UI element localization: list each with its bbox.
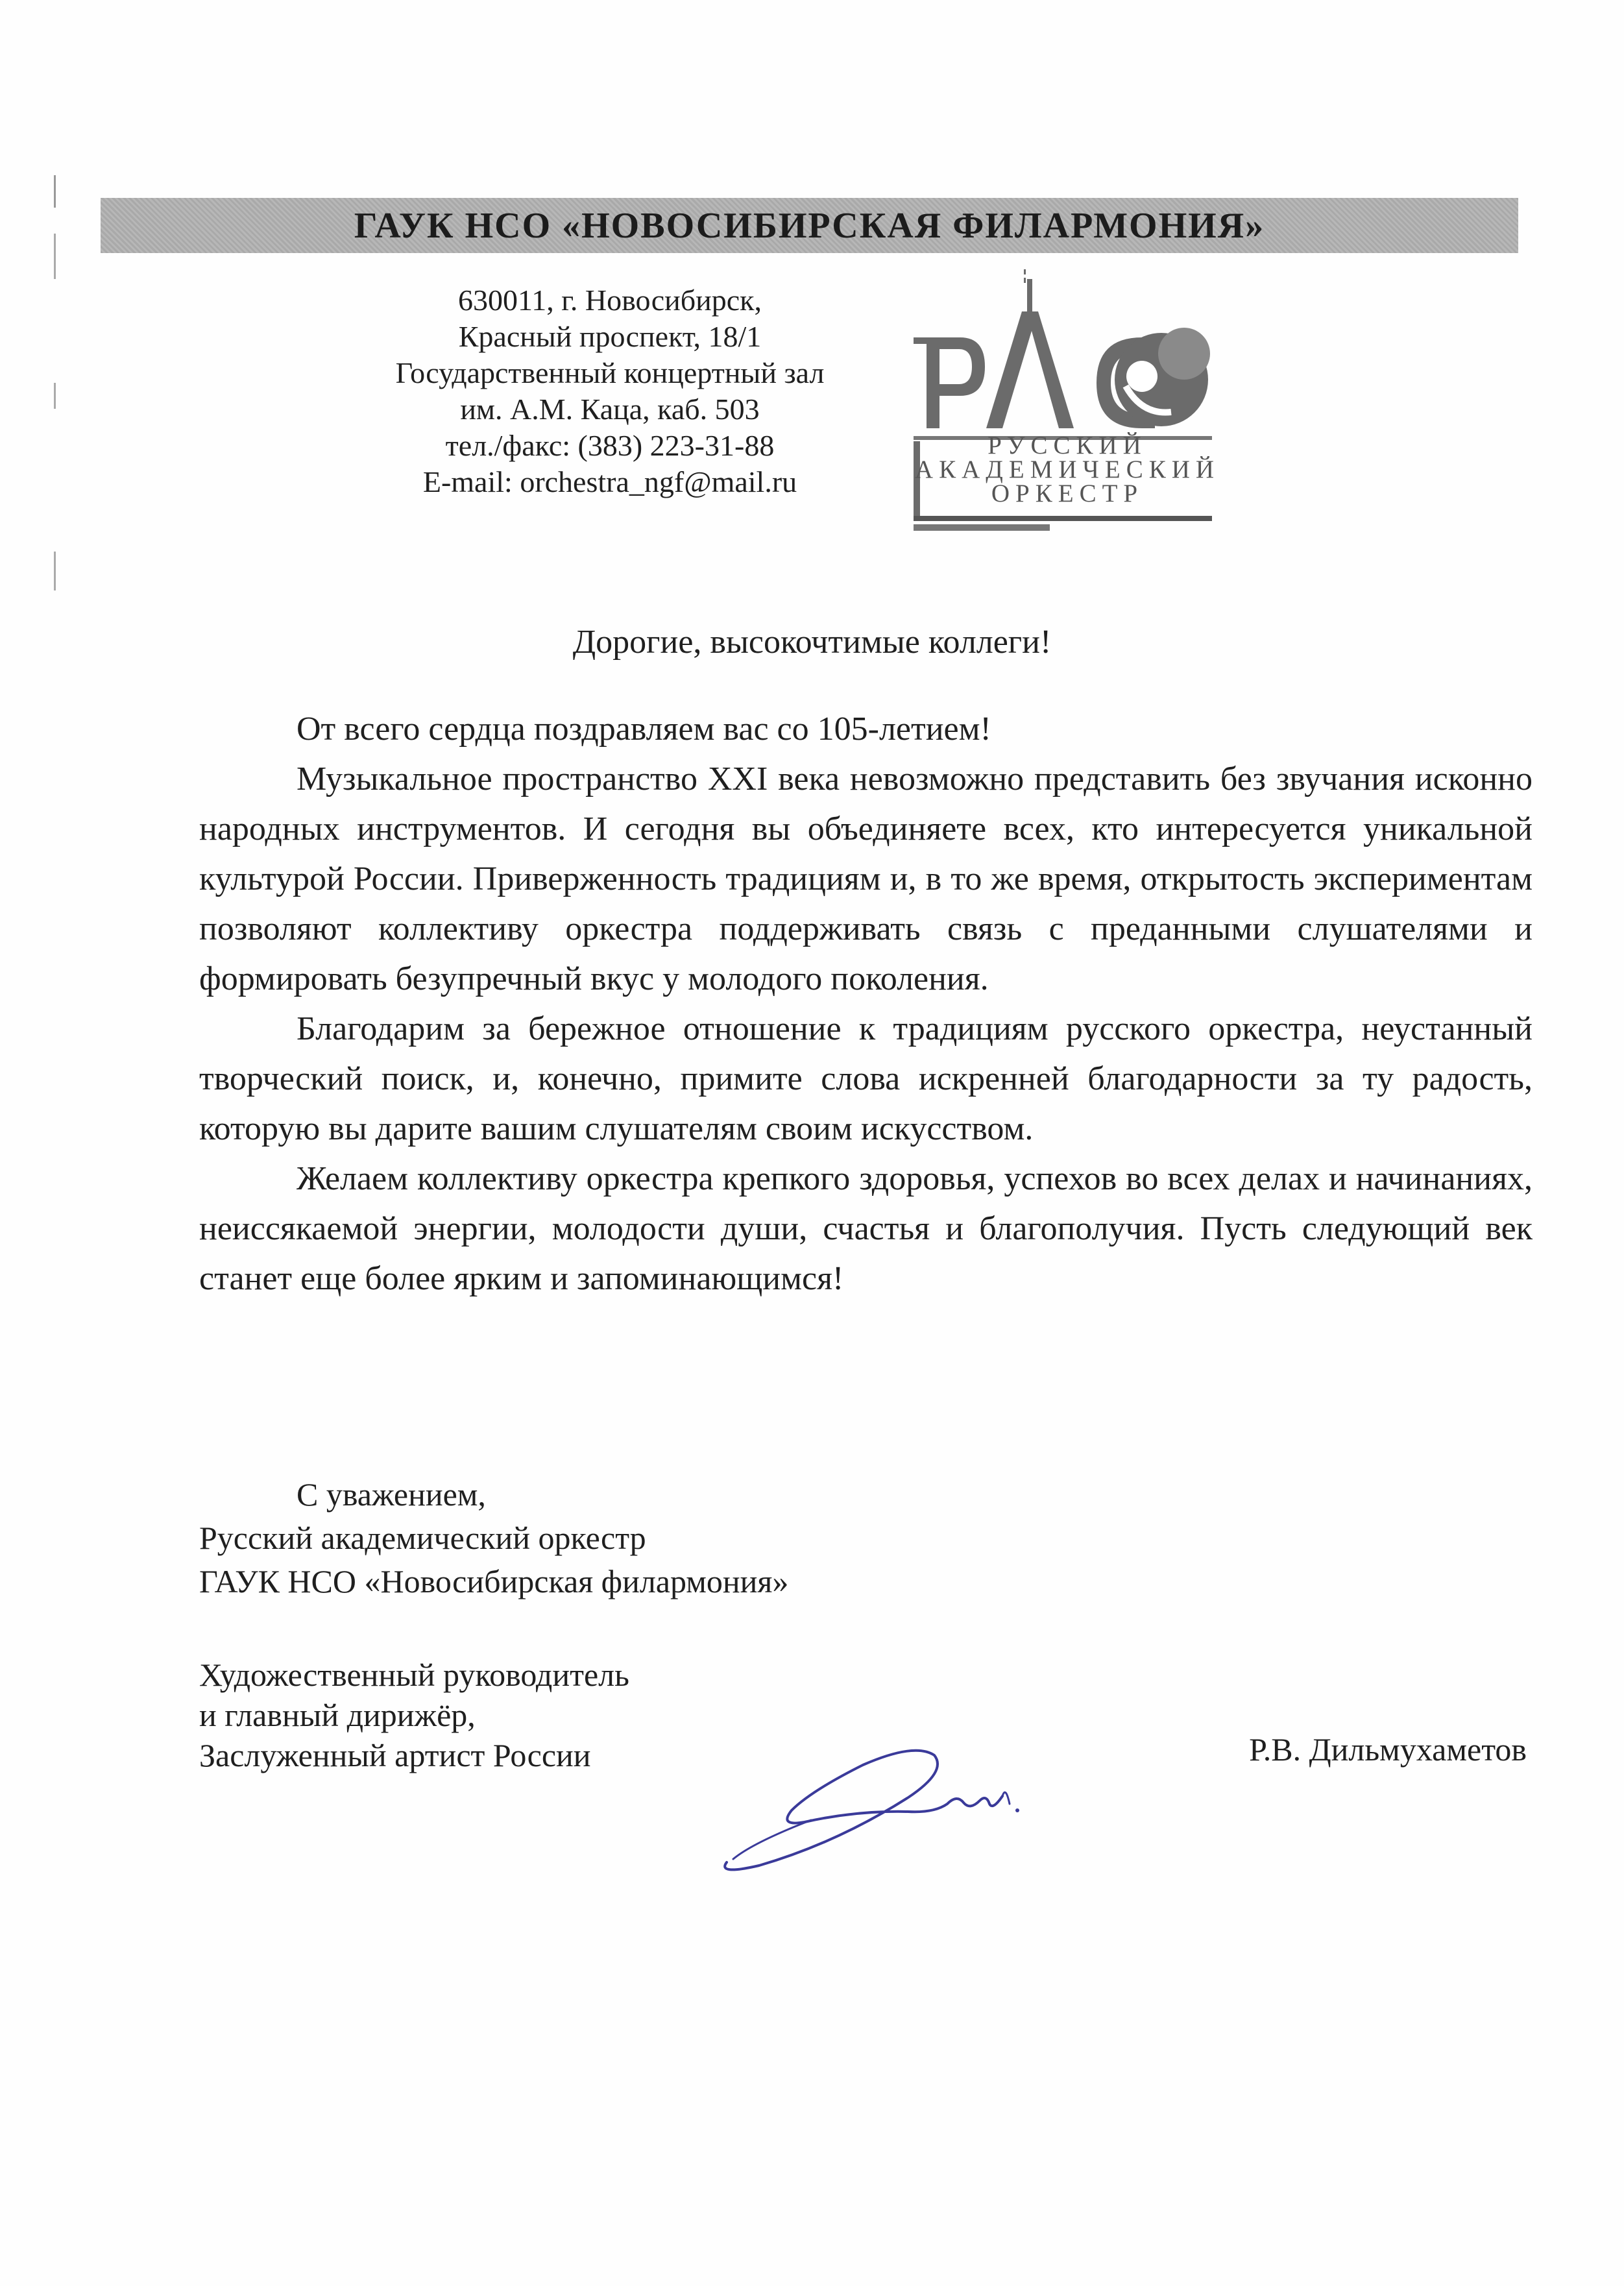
- scan-margin-marks: [53, 162, 57, 681]
- closing-block: [199, 1473, 788, 1603]
- body-paragraph: От всего сердца поздравляем вас со 105-летием!: [297, 711, 991, 748]
- position-line: и главный дирижёр,: [199, 1697, 476, 1733]
- address-block: [350, 282, 869, 500]
- organization-name: ГАУК НСО «НОВОСИБИРСКАЯ ФИЛАРМОНИЯ»: [354, 205, 1265, 246]
- body-paragraph: Благодарим за бережное отношение к традициям русского оркестра, неустанный творческий поиск, и, конечно, примите слова искренней благодарности за ту радость, которую вы дарите вашим слушателям своим искусством.: [199, 1010, 1533, 1147]
- handwritten-signature: [714, 1713, 1129, 1882]
- logo-caption-line: РУССКИЙ: [988, 432, 1147, 459]
- address-line: Государственный концертный зал: [395, 356, 825, 389]
- signer-name: Р.В. Дильмухаметов: [1249, 1731, 1527, 1768]
- phone-line: тел./факс: (383) 223-31-88: [445, 429, 775, 462]
- address-line: им. А.М. Каца, каб. 503: [460, 393, 760, 426]
- logo-caption-line: ОРКЕСТР: [991, 480, 1144, 507]
- closing-line: ГАУК НСО «Новосибирская филармония»: [199, 1563, 789, 1599]
- position-line: Художественный руководитель: [199, 1657, 629, 1693]
- address-line: 630011, г. Новосибирск,: [457, 284, 762, 317]
- letter-body: [199, 704, 1533, 1304]
- email-line: E-mail: orchestra_ngf@mail.ru: [422, 465, 797, 498]
- body-paragraph: Музыкальное пространство XXI века невозможно представить без звучания исконно народных инструментов. И сегодня вы объединяете всех, кто интересуется уникальной культурой России. Приверженность традициям и, в то же время, открытость экспериментам позволяют коллективу оркестра поддерживать связь с преданными слушателями и формировать безупречный вкус у молодого поколения.: [199, 760, 1533, 997]
- position-line: Заслуженный артист России: [199, 1737, 591, 1773]
- logo-caption-line: АКАДЕМИЧЕСКИЙ: [914, 456, 1220, 483]
- logo-caption: [908, 433, 1226, 505]
- letter-greeting: Дорогие, высокочтимые коллеги!: [572, 624, 1052, 661]
- organization-banner: [101, 198, 1518, 253]
- closing-salutation: С уважением,: [297, 1476, 486, 1513]
- signer-position: [199, 1655, 629, 1775]
- body-paragraph: Желаем коллективу оркестра крепкого здоровья, успехов во всех делах и начинаниях, неиссякаемой энергии, молодости души, счастья и благополучия. Пусть следующий век станет еще более ярким и запоминающимся!: [199, 1160, 1533, 1297]
- address-line: Красный проспект, 18/1: [458, 320, 762, 353]
- closing-line: Русский академический оркестр: [199, 1520, 646, 1556]
